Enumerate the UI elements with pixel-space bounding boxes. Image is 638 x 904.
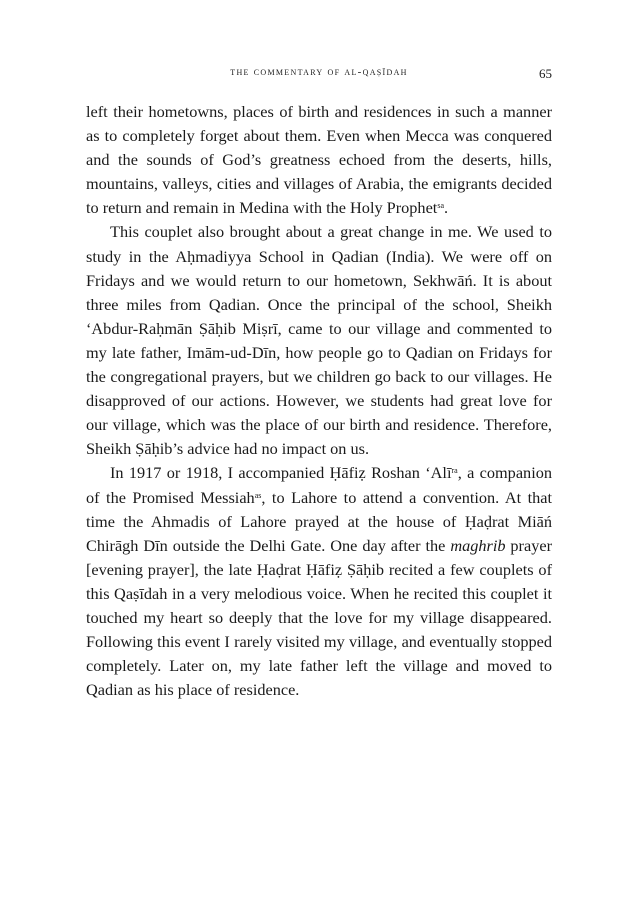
italic-term-maghrib: maghrib xyxy=(450,535,506,555)
honorific-ra: ra xyxy=(451,466,458,476)
paragraph-1-text: left their hometowns, places of birth and residences in such a manner as to completely forget about them. Even when Mecca was conquered and the sounds of God’s greatness echoed from the deserts, hills, mountains, valleys, cities and villages of Arabia, the emigrants decided to return and remain in Medina with the Holy Prophet xyxy=(86,102,552,218)
honorific-sa: sa xyxy=(437,201,444,211)
paragraph-2: This couplet also brought about a great change in me. We used to study in the Aḥmadiyya School in Qadian (India). We were off on Fridays and we would return to our hometown, Sekhwāń. It is about three miles from Qadian. Once the principal of the school, Sheikh ‘Abdur-Raḥmān Ṣāḥib Miṣrī, came to our village and commented to my late father, Imām-ud-Dīn, how people go to Qadian on Fridays for the congregational prayers, but we children go back to our villages. He disapproved of our actions. However, we students had great love for our village, which was the place of our birth and residence. Therefore, Sheikh Ṣāḥib’s advice had no impact on us. xyxy=(86,222,552,459)
paragraph-3-part-1: In 1917 or 1918, I accompanied Ḥāfiẓ Roshan ‘Alī xyxy=(110,463,452,483)
paragraph-3-part-4: prayer [evening prayer], the late Ḥaḍrat Ḥāfiẓ Ṣāḥib recited a few couplets of this Qaṣīdah in a very melodious voice. When he recited this couplet it touched my heart so deeply that the love for my village disappeared. Following this event I rarely visited my village, and eventually stopped completely. Later on, my late father left the village and moved to Qadian as his place of residence. xyxy=(86,535,552,700)
page-number: 65 xyxy=(539,66,552,81)
running-head xyxy=(86,66,552,84)
paragraph-3 xyxy=(86,461,552,702)
running-title: the commentary of al-qaṣīdah xyxy=(230,66,408,78)
paragraph-3-part-2: , a companion of the Promised Messiah xyxy=(86,463,552,507)
text-body xyxy=(86,100,552,702)
paragraph-1 xyxy=(86,100,552,220)
paragraph-3-part-3: , to Lahore to attend a convention. At that time the Ahmadis of Lahore prayed at the house of Ḥaḍrat Miāń Chirāgh Dīn outside the Delhi Gate. One day after the xyxy=(86,487,553,555)
honorific-as: as xyxy=(254,490,262,500)
paragraph-1-end: . xyxy=(444,198,449,218)
